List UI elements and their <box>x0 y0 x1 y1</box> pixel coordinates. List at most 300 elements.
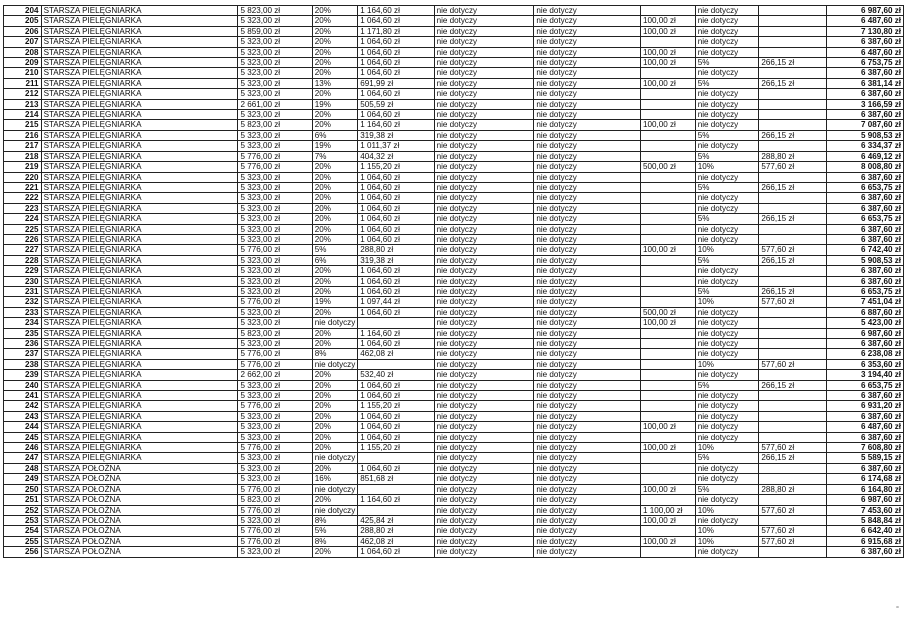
total-cell: 7 130,80 zł <box>826 26 903 36</box>
base-salary-cell: 5 323,00 zł <box>238 182 312 192</box>
row-number: 209 <box>4 58 42 68</box>
seniority-percent-cell: 20% <box>312 422 358 432</box>
total-cell: 6 164,80 zł <box>826 484 903 494</box>
allowance-b-cell: nie dotyczy <box>534 505 641 515</box>
position-cell: STARSZA POŁOŻNA <box>41 515 238 525</box>
bonus-percent-cell: 5% <box>695 453 759 463</box>
position-cell: STARSZA PIELĘGNIARKA <box>41 89 238 99</box>
table-row <box>4 193 904 203</box>
position-cell: STARSZA POŁOŻNA <box>41 505 238 515</box>
bonus-amount-cell: 577,60 zł <box>759 526 826 536</box>
seniority-percent-cell: 19% <box>312 99 358 109</box>
bonus-amount-cell: 577,60 zł <box>759 245 826 255</box>
allowance-a-cell: nie dotyczy <box>434 6 534 16</box>
allowance-a-cell: nie dotyczy <box>434 68 534 78</box>
bonus-amount-cell: 266,15 zł <box>759 78 826 88</box>
seniority-amount-cell: 505,59 zł <box>358 99 434 109</box>
bonus-percent-cell: nie dotyczy <box>695 422 759 432</box>
bonus-percent-cell: 10% <box>695 505 759 515</box>
table-row <box>4 339 904 349</box>
bonus-amount-cell: 288,80 zł <box>759 484 826 494</box>
allowance-b-cell: nie dotyczy <box>534 474 641 484</box>
bonus-amount-cell <box>759 172 826 182</box>
row-number: 251 <box>4 495 42 505</box>
seniority-percent-cell: 20% <box>312 266 358 276</box>
base-salary-cell: 5 823,00 zł <box>238 495 312 505</box>
seniority-percent-cell: 20% <box>312 339 358 349</box>
allowance-a-cell: nie dotyczy <box>434 411 534 421</box>
allowance-b-cell: nie dotyczy <box>534 380 641 390</box>
total-cell: 6 487,60 zł <box>826 422 903 432</box>
function-bonus-cell <box>640 359 695 369</box>
bonus-percent-cell: nie dotyczy <box>695 89 759 99</box>
row-number: 239 <box>4 370 42 380</box>
seniority-percent-cell: 20% <box>312 162 358 172</box>
allowance-a-cell: nie dotyczy <box>434 141 534 151</box>
position-cell: STARSZA POŁOŻNA <box>41 547 238 557</box>
function-bonus-cell <box>640 391 695 401</box>
base-salary-cell: 5 323,00 zł <box>238 110 312 120</box>
row-number: 240 <box>4 380 42 390</box>
allowance-a-cell: nie dotyczy <box>434 172 534 182</box>
allowance-b-cell: nie dotyczy <box>534 349 641 359</box>
total-cell: 6 387,60 zł <box>826 234 903 244</box>
table-row <box>4 266 904 276</box>
bonus-percent-cell: nie dotyczy <box>695 16 759 26</box>
base-salary-cell: 5 323,00 zł <box>238 276 312 286</box>
bonus-percent-cell: 5% <box>695 214 759 224</box>
function-bonus-cell: 100,00 zł <box>640 484 695 494</box>
bonus-amount-cell <box>759 47 826 57</box>
base-salary-cell: 5 323,00 zł <box>238 37 312 47</box>
row-number: 210 <box>4 68 42 78</box>
allowance-a-cell: nie dotyczy <box>434 484 534 494</box>
bonus-percent-cell: nie dotyczy <box>695 234 759 244</box>
bonus-percent-cell: 10% <box>695 297 759 307</box>
total-cell: 6 387,60 zł <box>826 432 903 442</box>
scan-speck <box>896 606 899 608</box>
table-row <box>4 370 904 380</box>
total-cell: 6 387,60 zł <box>826 276 903 286</box>
seniority-percent-cell: 20% <box>312 307 358 317</box>
bonus-amount-cell: 266,15 zł <box>759 380 826 390</box>
position-cell: STARSZA PIELĘGNIARKA <box>41 193 238 203</box>
bonus-amount-cell: 577,60 zł <box>759 536 826 546</box>
allowance-a-cell: nie dotyczy <box>434 193 534 203</box>
base-salary-cell: 5 323,00 zł <box>238 380 312 390</box>
seniority-amount-cell: 462,08 zł <box>358 349 434 359</box>
base-salary-cell: 5 323,00 zł <box>238 307 312 317</box>
allowance-a-cell: nie dotyczy <box>434 536 534 546</box>
allowance-b-cell: nie dotyczy <box>534 339 641 349</box>
base-salary-cell: 5 323,00 zł <box>238 463 312 473</box>
table-row <box>4 536 904 546</box>
seniority-amount-cell: 1 064,60 zł <box>358 214 434 224</box>
bonus-amount-cell <box>759 432 826 442</box>
bonus-percent-cell: 5% <box>695 255 759 265</box>
position-cell: STARSZA POŁOŻNA <box>41 495 238 505</box>
seniority-amount-cell: 1 064,60 zł <box>358 339 434 349</box>
position-cell: STARSZA PIELĘGNIARKA <box>41 110 238 120</box>
row-number: 241 <box>4 391 42 401</box>
allowance-a-cell: nie dotyczy <box>434 47 534 57</box>
allowance-b-cell: nie dotyczy <box>534 370 641 380</box>
total-cell: 6 387,60 zł <box>826 110 903 120</box>
table-row <box>4 411 904 421</box>
seniority-amount-cell: 1 064,60 zł <box>358 58 434 68</box>
base-salary-cell: 5 776,00 zł <box>238 443 312 453</box>
base-salary-cell: 5 323,00 zł <box>238 255 312 265</box>
bonus-amount-cell <box>759 391 826 401</box>
bonus-percent-cell: nie dotyczy <box>695 318 759 328</box>
total-cell: 6 387,60 zł <box>826 203 903 213</box>
table-row <box>4 526 904 536</box>
row-number: 248 <box>4 463 42 473</box>
seniority-amount-cell: 1 164,60 zł <box>358 6 434 16</box>
allowance-b-cell: nie dotyczy <box>534 526 641 536</box>
table-row <box>4 245 904 255</box>
seniority-amount-cell: 1 064,60 zł <box>358 182 434 192</box>
table-row <box>4 380 904 390</box>
bonus-amount-cell: 577,60 zł <box>759 359 826 369</box>
table-row <box>4 297 904 307</box>
seniority-amount-cell: 1 064,60 zł <box>358 203 434 213</box>
seniority-percent-cell: 20% <box>312 411 358 421</box>
allowance-a-cell: nie dotyczy <box>434 276 534 286</box>
row-number: 207 <box>4 37 42 47</box>
allowance-b-cell: nie dotyczy <box>534 463 641 473</box>
position-cell: STARSZA PIELĘGNIARKA <box>41 182 238 192</box>
base-salary-cell: 5 323,00 zł <box>238 432 312 442</box>
bonus-amount-cell <box>759 224 826 234</box>
allowance-a-cell: nie dotyczy <box>434 474 534 484</box>
position-cell: STARSZA PIELĘGNIARKA <box>41 172 238 182</box>
table-row <box>4 99 904 109</box>
row-number: 211 <box>4 78 42 88</box>
function-bonus-cell <box>640 110 695 120</box>
allowance-b-cell: nie dotyczy <box>534 224 641 234</box>
allowance-b-cell: nie dotyczy <box>534 401 641 411</box>
table-row <box>4 463 904 473</box>
position-cell: STARSZA PIELĘGNIARKA <box>41 37 238 47</box>
allowance-a-cell: nie dotyczy <box>434 526 534 536</box>
total-cell: 7 608,80 zł <box>826 443 903 453</box>
seniority-amount-cell <box>358 484 434 494</box>
total-cell: 6 387,60 zł <box>826 37 903 47</box>
bonus-percent-cell: nie dotyczy <box>695 193 759 203</box>
row-number: 215 <box>4 120 42 130</box>
row-number: 220 <box>4 172 42 182</box>
table-row <box>4 401 904 411</box>
seniority-amount-cell: 425,84 zł <box>358 515 434 525</box>
table-row <box>4 203 904 213</box>
position-cell: STARSZA PIELĘGNIARKA <box>41 318 238 328</box>
total-cell: 6 387,60 zł <box>826 266 903 276</box>
base-salary-cell: 5 323,00 zł <box>238 89 312 99</box>
allowance-a-cell: nie dotyczy <box>434 443 534 453</box>
bonus-amount-cell: 577,60 zł <box>759 443 826 453</box>
seniority-amount-cell <box>358 505 434 515</box>
allowance-b-cell: nie dotyczy <box>534 68 641 78</box>
table-row <box>4 495 904 505</box>
seniority-amount-cell: 532,40 zł <box>358 370 434 380</box>
base-salary-cell: 5 323,00 zł <box>238 58 312 68</box>
bonus-percent-cell: 5% <box>695 78 759 88</box>
total-cell: 3 166,59 zł <box>826 99 903 109</box>
seniority-amount-cell: 1 064,60 zł <box>358 110 434 120</box>
allowance-b-cell: nie dotyczy <box>534 26 641 36</box>
total-cell: 6 387,60 zł <box>826 411 903 421</box>
allowance-a-cell: nie dotyczy <box>434 495 534 505</box>
table-row <box>4 547 904 557</box>
total-cell: 6 387,60 zł <box>826 547 903 557</box>
allowance-a-cell: nie dotyczy <box>434 453 534 463</box>
seniority-amount-cell: 1 097,44 zł <box>358 297 434 307</box>
row-number: 252 <box>4 505 42 515</box>
total-cell: 8 008,80 zł <box>826 162 903 172</box>
position-cell: STARSZA PIELĘGNIARKA <box>41 307 238 317</box>
allowance-b-cell: nie dotyczy <box>534 443 641 453</box>
bonus-amount-cell <box>759 370 826 380</box>
seniority-amount-cell: 1 064,60 zł <box>358 411 434 421</box>
allowance-b-cell: nie dotyczy <box>534 391 641 401</box>
function-bonus-cell <box>640 193 695 203</box>
row-number: 242 <box>4 401 42 411</box>
seniority-percent-cell: 19% <box>312 297 358 307</box>
allowance-a-cell: nie dotyczy <box>434 120 534 130</box>
table-row <box>4 37 904 47</box>
allowance-b-cell: nie dotyczy <box>534 515 641 525</box>
table-row <box>4 130 904 140</box>
seniority-percent-cell: 20% <box>312 286 358 296</box>
base-salary-cell: 5 323,00 zł <box>238 68 312 78</box>
total-cell: 6 387,60 zł <box>826 224 903 234</box>
row-number: 219 <box>4 162 42 172</box>
function-bonus-cell <box>640 276 695 286</box>
base-salary-cell: 5 776,00 zł <box>238 162 312 172</box>
seniority-amount-cell: 1 155,20 zł <box>358 401 434 411</box>
seniority-amount-cell: 1 155,20 zł <box>358 443 434 453</box>
bonus-percent-cell: nie dotyczy <box>695 276 759 286</box>
total-cell: 6 987,60 zł <box>826 328 903 338</box>
function-bonus-cell: 500,00 zł <box>640 162 695 172</box>
table-row <box>4 68 904 78</box>
allowance-a-cell: nie dotyczy <box>434 255 534 265</box>
seniority-amount-cell: 1 064,60 zł <box>358 276 434 286</box>
seniority-amount-cell <box>358 453 434 463</box>
position-cell: STARSZA PIELĘGNIARKA <box>41 359 238 369</box>
table-row <box>4 141 904 151</box>
allowance-a-cell: nie dotyczy <box>434 16 534 26</box>
function-bonus-cell <box>640 339 695 349</box>
table-row <box>4 214 904 224</box>
total-cell: 7 087,60 zł <box>826 120 903 130</box>
seniority-percent-cell: 20% <box>312 234 358 244</box>
base-salary-cell: 5 323,00 zł <box>238 515 312 525</box>
bonus-percent-cell: nie dotyczy <box>695 37 759 47</box>
table-row <box>4 307 904 317</box>
function-bonus-cell <box>640 182 695 192</box>
total-cell: 6 915,68 zł <box>826 536 903 546</box>
allowance-a-cell: nie dotyczy <box>434 203 534 213</box>
function-bonus-cell <box>640 99 695 109</box>
allowance-b-cell: nie dotyczy <box>534 359 641 369</box>
position-cell: STARSZA PIELĘGNIARKA <box>41 432 238 442</box>
function-bonus-cell: 100,00 zł <box>640 443 695 453</box>
seniority-percent-cell: 20% <box>312 547 358 557</box>
allowance-b-cell: nie dotyczy <box>534 99 641 109</box>
bonus-percent-cell: nie dotyczy <box>695 68 759 78</box>
table-row <box>4 16 904 26</box>
table-row <box>4 255 904 265</box>
base-salary-cell: 5 323,00 zł <box>238 203 312 213</box>
total-cell: 6 469,12 zł <box>826 151 903 161</box>
bonus-percent-cell: nie dotyczy <box>695 547 759 557</box>
seniority-amount-cell: 319,38 zł <box>358 130 434 140</box>
position-cell: STARSZA PIELĘGNIARKA <box>41 443 238 453</box>
seniority-percent-cell: 20% <box>312 443 358 453</box>
allowance-a-cell: nie dotyczy <box>434 515 534 525</box>
position-cell: STARSZA PIELĘGNIARKA <box>41 214 238 224</box>
table-row <box>4 151 904 161</box>
seniority-percent-cell: nie dotyczy <box>312 484 358 494</box>
bonus-percent-cell: nie dotyczy <box>695 339 759 349</box>
allowance-b-cell: nie dotyczy <box>534 141 641 151</box>
row-number: 236 <box>4 339 42 349</box>
bonus-amount-cell <box>759 547 826 557</box>
bonus-amount-cell <box>759 99 826 109</box>
position-cell: STARSZA PIELĘGNIARKA <box>41 203 238 213</box>
bonus-percent-cell: nie dotyczy <box>695 401 759 411</box>
allowance-a-cell: nie dotyczy <box>434 89 534 99</box>
function-bonus-cell: 100,00 zł <box>640 318 695 328</box>
bonus-percent-cell: nie dotyczy <box>695 328 759 338</box>
row-number: 249 <box>4 474 42 484</box>
position-cell: STARSZA PIELĘGNIARKA <box>41 411 238 421</box>
row-number: 246 <box>4 443 42 453</box>
total-cell: 6 381,14 zł <box>826 78 903 88</box>
position-cell: STARSZA PIELĘGNIARKA <box>41 26 238 36</box>
table-row <box>4 234 904 244</box>
seniority-amount-cell: 1 064,60 zł <box>358 391 434 401</box>
row-number: 245 <box>4 432 42 442</box>
bonus-percent-cell: 5% <box>695 484 759 494</box>
function-bonus-cell <box>640 286 695 296</box>
seniority-amount-cell: 462,08 zł <box>358 536 434 546</box>
seniority-percent-cell: 6% <box>312 130 358 140</box>
row-number: 214 <box>4 110 42 120</box>
seniority-percent-cell: 5% <box>312 245 358 255</box>
base-salary-cell: 5 323,00 zł <box>238 214 312 224</box>
allowance-b-cell: nie dotyczy <box>534 266 641 276</box>
table-row <box>4 328 904 338</box>
seniority-amount-cell: 1 064,60 zł <box>358 422 434 432</box>
table-row <box>4 26 904 36</box>
allowance-a-cell: nie dotyczy <box>434 110 534 120</box>
bonus-percent-cell: nie dotyczy <box>695 411 759 421</box>
bonus-amount-cell <box>759 276 826 286</box>
total-cell: 5 423,00 zł <box>826 318 903 328</box>
bonus-amount-cell: 266,15 zł <box>759 182 826 192</box>
seniority-percent-cell: 20% <box>312 37 358 47</box>
seniority-amount-cell: 1 064,60 zł <box>358 193 434 203</box>
function-bonus-cell <box>640 203 695 213</box>
allowance-a-cell: nie dotyczy <box>434 318 534 328</box>
position-cell: STARSZA PIELĘGNIARKA <box>41 130 238 140</box>
position-cell: STARSZA PIELĘGNIARKA <box>41 47 238 57</box>
total-cell: 6 353,60 zł <box>826 359 903 369</box>
seniority-amount-cell: 1 164,60 zł <box>358 328 434 338</box>
bonus-amount-cell <box>759 266 826 276</box>
row-number: 205 <box>4 16 42 26</box>
seniority-amount-cell: 1 064,60 zł <box>358 172 434 182</box>
allowance-b-cell: nie dotyczy <box>534 318 641 328</box>
position-cell: STARSZA POŁOŻNA <box>41 536 238 546</box>
seniority-amount-cell: 1 064,60 zł <box>358 380 434 390</box>
bonus-amount-cell <box>759 474 826 484</box>
seniority-amount-cell: 1 064,60 zł <box>358 463 434 473</box>
allowance-a-cell: nie dotyczy <box>434 401 534 411</box>
bonus-percent-cell: nie dotyczy <box>695 172 759 182</box>
allowance-a-cell: nie dotyczy <box>434 391 534 401</box>
base-salary-cell: 5 323,00 zł <box>238 130 312 140</box>
allowance-b-cell: nie dotyczy <box>534 47 641 57</box>
total-cell: 6 487,60 zł <box>826 47 903 57</box>
seniority-percent-cell: 7% <box>312 151 358 161</box>
salary-table <box>3 5 904 558</box>
seniority-percent-cell: 20% <box>312 172 358 182</box>
seniority-percent-cell: 13% <box>312 78 358 88</box>
base-salary-cell: 5 776,00 zł <box>238 151 312 161</box>
allowance-b-cell: nie dotyczy <box>534 16 641 26</box>
allowance-b-cell: nie dotyczy <box>534 151 641 161</box>
function-bonus-cell <box>640 411 695 421</box>
row-number: 225 <box>4 224 42 234</box>
seniority-percent-cell: 20% <box>312 68 358 78</box>
row-number: 255 <box>4 536 42 546</box>
bonus-percent-cell: nie dotyczy <box>695 349 759 359</box>
allowance-a-cell: nie dotyczy <box>434 58 534 68</box>
allowance-b-cell: nie dotyczy <box>534 130 641 140</box>
seniority-amount-cell: 1 064,60 zł <box>358 89 434 99</box>
table-row <box>4 349 904 359</box>
allowance-a-cell: nie dotyczy <box>434 359 534 369</box>
seniority-amount-cell: 1 011,37 zł <box>358 141 434 151</box>
base-salary-cell: 5 323,00 zł <box>238 47 312 57</box>
allowance-a-cell: nie dotyczy <box>434 297 534 307</box>
allowance-b-cell: nie dotyczy <box>534 432 641 442</box>
base-salary-cell: 5 323,00 zł <box>238 193 312 203</box>
base-salary-cell: 5 823,00 zł <box>238 120 312 130</box>
table-row <box>4 359 904 369</box>
bonus-percent-cell: nie dotyczy <box>695 6 759 16</box>
row-number: 237 <box>4 349 42 359</box>
table-row <box>4 276 904 286</box>
function-bonus-cell <box>640 172 695 182</box>
seniority-amount-cell: 1 064,60 zł <box>358 224 434 234</box>
allowance-a-cell: nie dotyczy <box>434 422 534 432</box>
seniority-amount-cell: 319,38 zł <box>358 255 434 265</box>
row-number: 224 <box>4 214 42 224</box>
bonus-amount-cell <box>759 328 826 338</box>
allowance-b-cell: nie dotyczy <box>534 495 641 505</box>
bonus-percent-cell: 10% <box>695 245 759 255</box>
position-cell: STARSZA PIELĘGNIARKA <box>41 422 238 432</box>
row-number: 243 <box>4 411 42 421</box>
function-bonus-cell: 100,00 zł <box>640 26 695 36</box>
bonus-percent-cell: nie dotyczy <box>695 515 759 525</box>
position-cell: STARSZA PIELĘGNIARKA <box>41 339 238 349</box>
